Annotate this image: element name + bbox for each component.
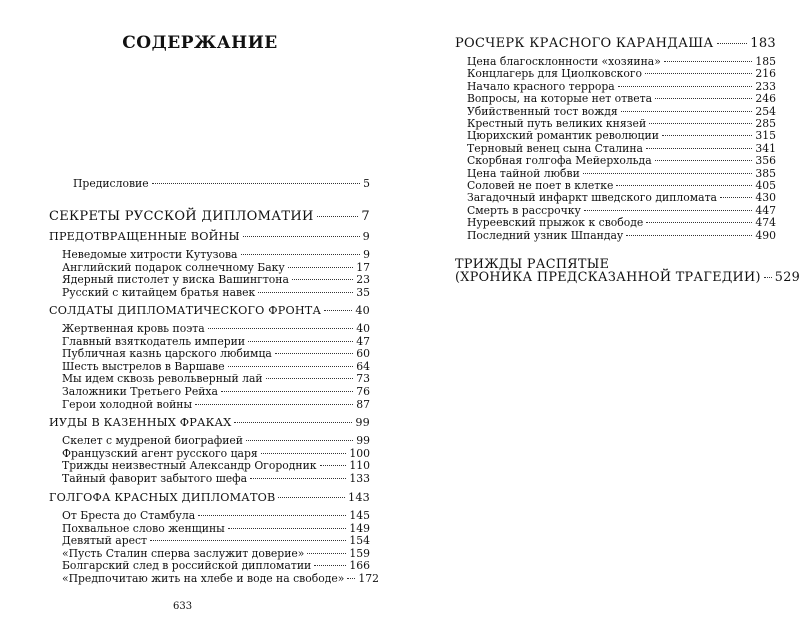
toc-item xyxy=(62,534,370,547)
dot-leader xyxy=(278,497,345,498)
entry-label: Цена благосклонности «хозяина» xyxy=(467,55,661,68)
entry-label: Скорбная голгофа Мейерхольда xyxy=(467,154,652,168)
toc-entry-preface xyxy=(73,177,370,190)
toc-item xyxy=(62,335,370,348)
part-label: СЕКРЕТЫ РУССКОЙ ДИПЛОМАТИИ xyxy=(49,209,314,224)
dot-leader xyxy=(243,236,360,237)
toc-item xyxy=(62,459,370,472)
toc-item xyxy=(467,80,776,93)
dot-leader xyxy=(720,197,752,198)
dot-leader xyxy=(150,540,346,541)
dot-leader xyxy=(317,216,359,217)
toc-item xyxy=(467,167,776,180)
toc-item xyxy=(467,55,776,68)
dot-leader xyxy=(662,135,752,136)
toc-item xyxy=(62,360,370,373)
dot-leader xyxy=(258,292,353,293)
entry-page: 9 xyxy=(362,230,370,243)
toc-item xyxy=(467,142,776,155)
entry-label: Последний узник Шпандау xyxy=(467,228,624,242)
toc-item xyxy=(62,347,370,360)
dot-leader xyxy=(208,328,354,329)
entry-page: 110 xyxy=(349,459,370,473)
dot-leader xyxy=(241,254,361,255)
dot-leader xyxy=(261,453,347,454)
dot-leader xyxy=(764,277,772,278)
toc-item xyxy=(62,248,370,261)
entry-label: Концлагерь для Циолковского xyxy=(467,67,643,81)
toc-section xyxy=(49,416,370,429)
entry-label: Нуреевский прыжок к свободе xyxy=(467,216,644,230)
entry-label: Скелет с мудреной биографией xyxy=(62,434,243,447)
entry-label: Заложники Третьего Рейха xyxy=(62,385,218,398)
toc-item xyxy=(62,434,370,447)
page-folio: 633 xyxy=(173,601,193,612)
entry-label: Английский подарок солнечному Баку xyxy=(62,260,285,274)
entry-page: 145 xyxy=(349,509,370,522)
entry-label: От Бреста до Стамбула xyxy=(62,509,196,522)
part-page: 183 xyxy=(750,36,776,51)
toc-item xyxy=(467,67,776,80)
entry-page: 149 xyxy=(349,521,370,535)
toc-part-thrice-crucified xyxy=(455,270,800,285)
dot-leader xyxy=(616,185,752,186)
entry-page: 35 xyxy=(356,285,370,299)
toc-item xyxy=(467,105,776,118)
entry-label: Мы идем сквозь револьверный лай xyxy=(62,372,263,386)
dot-leader xyxy=(152,183,360,184)
entry-page: 285 xyxy=(755,117,776,130)
entry-label: Вопросы, на которые нет ответа xyxy=(467,92,653,106)
toc-item xyxy=(62,509,370,522)
entry-label: Жертвенная кровь поэта xyxy=(62,322,205,335)
dot-leader xyxy=(275,353,353,354)
entry-label: Герои холодной войны xyxy=(62,397,193,411)
entry-label: ГОЛГОФА КРАСНЫХ ДИПЛОМАТОВ xyxy=(49,491,276,504)
dot-leader xyxy=(583,173,753,174)
entry-page: 154 xyxy=(349,534,370,548)
toc-item xyxy=(62,472,370,485)
entry-label: Терновый венец сына Сталина xyxy=(467,141,643,155)
entry-page: 356 xyxy=(755,154,776,168)
dot-leader xyxy=(266,378,354,379)
dot-leader xyxy=(234,422,352,423)
entry-page: 99 xyxy=(355,416,370,429)
entry-label: Начало красного террора xyxy=(467,79,615,93)
entry-page: 9 xyxy=(363,248,370,261)
toc-item xyxy=(62,398,370,411)
toc-item xyxy=(467,216,776,229)
toc-part-secrets xyxy=(49,209,370,224)
dot-leader xyxy=(347,578,355,579)
entry-page: 254 xyxy=(755,104,776,118)
dot-leader xyxy=(292,279,353,280)
entry-label: Тайный фаворит забытого шефа xyxy=(62,471,248,485)
entry-page: 315 xyxy=(755,129,776,143)
entry-page: 430 xyxy=(755,191,776,205)
dot-leader xyxy=(307,553,346,554)
entry-page: 385 xyxy=(755,166,776,180)
entry-page: 172 xyxy=(358,572,379,585)
entry-label: Французский агент русского царя xyxy=(62,446,258,460)
entry-label: ИУДЫ В КАЗЕННЫХ ФРАКАХ xyxy=(49,416,232,429)
entry-page: 341 xyxy=(755,141,776,155)
entry-label: Предисловие xyxy=(73,177,149,190)
dot-leader xyxy=(664,61,753,62)
dot-leader xyxy=(228,366,354,367)
dot-leader xyxy=(646,222,752,223)
entry-label: Русский с китайцем братья навек xyxy=(62,285,256,299)
entry-page: 60 xyxy=(356,347,370,361)
dot-leader xyxy=(324,310,352,311)
entry-label: Крестный путь великих князей xyxy=(467,117,647,130)
entry-page: 405 xyxy=(755,179,776,192)
toc-item xyxy=(62,273,370,286)
contents-title: СОДЕРЖАНИЕ xyxy=(122,33,278,53)
toc-item xyxy=(467,204,776,217)
entry-page: 447 xyxy=(755,203,776,217)
entry-page: 47 xyxy=(356,334,370,348)
part-page: 7 xyxy=(361,209,370,224)
dot-leader xyxy=(649,123,752,124)
toc-item xyxy=(467,92,776,105)
entry-label: Цюрихский романтик революции xyxy=(467,129,659,143)
toc-section xyxy=(49,491,370,504)
toc-item xyxy=(467,117,776,130)
toc-item xyxy=(467,179,776,192)
entry-page: 5 xyxy=(363,177,370,190)
toc-item xyxy=(62,385,370,398)
dot-leader xyxy=(655,98,752,99)
toc-item xyxy=(62,572,379,585)
toc-item xyxy=(62,372,370,385)
toc-part-red-pencil xyxy=(455,36,776,51)
entry-page: 216 xyxy=(755,67,776,81)
entry-page: 23 xyxy=(356,273,370,287)
entry-label: ПРЕДОТВРАЩЕННЫЕ ВОЙНЫ xyxy=(49,230,240,243)
toc-section xyxy=(49,304,370,317)
dot-leader xyxy=(618,86,753,87)
dot-leader xyxy=(626,235,752,236)
toc-item xyxy=(467,129,776,142)
entry-page: 76 xyxy=(356,385,370,398)
part-label-line2: (ХРОНИКА ПРЕДСКАЗАННОЙ ТРАГЕДИИ) xyxy=(455,270,761,285)
entry-label: Шесть выстрелов в Варшаве xyxy=(62,359,225,373)
entry-page: 143 xyxy=(348,491,370,504)
entry-label: Ядерный пистолет у виска Вашингтона xyxy=(62,273,289,287)
dot-leader xyxy=(288,267,353,268)
dot-leader xyxy=(246,440,353,441)
entry-label: Смерть в рассрочку xyxy=(467,203,581,217)
entry-page: 40 xyxy=(356,322,370,335)
entry-label: Главный взяткодатель империи xyxy=(62,334,246,348)
dot-leader xyxy=(250,478,346,479)
entry-label: Трижды неизвестный Александр Огородник xyxy=(62,459,317,473)
toc-item xyxy=(62,261,370,274)
entry-page: 474 xyxy=(755,216,776,230)
dot-leader xyxy=(221,391,353,392)
dot-leader xyxy=(717,43,748,44)
dot-leader xyxy=(248,341,353,342)
entry-page: 40 xyxy=(355,304,370,317)
entry-page: 133 xyxy=(349,471,370,485)
part-label: РОСЧЕРК КРАСНОГО КАРАНДАША xyxy=(455,36,714,51)
entry-label: «Пусть Сталин сперва заслужит доверие» xyxy=(62,546,305,560)
entry-label: Цена тайной любви xyxy=(467,166,580,180)
entry-page: 17 xyxy=(356,260,370,274)
entry-page: 99 xyxy=(356,434,370,447)
dot-leader xyxy=(645,73,752,74)
dot-leader xyxy=(228,528,347,529)
entry-page: 166 xyxy=(349,559,370,573)
entry-label: Неведомые хитрости Кутузова xyxy=(62,248,238,261)
entry-label: Загадочный инфаркт шведского дипломата xyxy=(467,191,717,205)
dot-leader xyxy=(314,565,346,566)
entry-page: 73 xyxy=(356,372,370,386)
dot-leader xyxy=(198,515,346,516)
entry-label: СОЛДАТЫ ДИПЛОМАТИЧЕСКОГО ФРОНТА xyxy=(49,304,322,317)
toc-item xyxy=(62,522,370,535)
dot-leader xyxy=(195,404,353,405)
toc-item xyxy=(467,154,776,167)
toc-item xyxy=(62,286,370,299)
entry-page: 490 xyxy=(755,228,776,242)
entry-label: Похвальное слово женщины xyxy=(62,521,225,535)
dot-leader xyxy=(320,465,347,466)
dot-leader xyxy=(621,111,753,112)
dot-leader xyxy=(584,210,753,211)
entry-page: 64 xyxy=(356,359,370,373)
toc-item xyxy=(62,322,370,335)
part-page: 529 xyxy=(774,270,800,285)
entry-page: 185 xyxy=(755,55,776,68)
toc-item xyxy=(62,559,370,572)
entry-label: Соловей не поет в клетке xyxy=(467,179,614,192)
entry-label: Девятый арест xyxy=(62,534,148,548)
toc-item xyxy=(62,547,370,560)
entry-page: 233 xyxy=(755,79,776,93)
dot-leader xyxy=(646,148,752,149)
entry-page: 87 xyxy=(356,397,370,411)
toc-item xyxy=(62,447,370,460)
entry-page: 246 xyxy=(755,92,776,106)
toc-item xyxy=(467,229,776,242)
right-page xyxy=(400,0,800,636)
part2-title-line1: ТРИЖДЫ РАСПЯТЫЕ xyxy=(455,257,610,272)
entry-page: 159 xyxy=(349,546,370,560)
toc-section xyxy=(49,230,370,243)
toc-item xyxy=(467,191,776,204)
entry-page: 100 xyxy=(349,446,370,460)
entry-label: Убийственный тост вождя xyxy=(467,104,618,118)
dot-leader xyxy=(655,160,753,161)
entry-label: Публичная казнь царского любимца xyxy=(62,347,272,361)
entry-label: Болгарский след в российской дипломатии xyxy=(62,559,312,573)
entry-label: «Предпочитаю жить на хлебе и воде на свободе» xyxy=(62,572,345,585)
